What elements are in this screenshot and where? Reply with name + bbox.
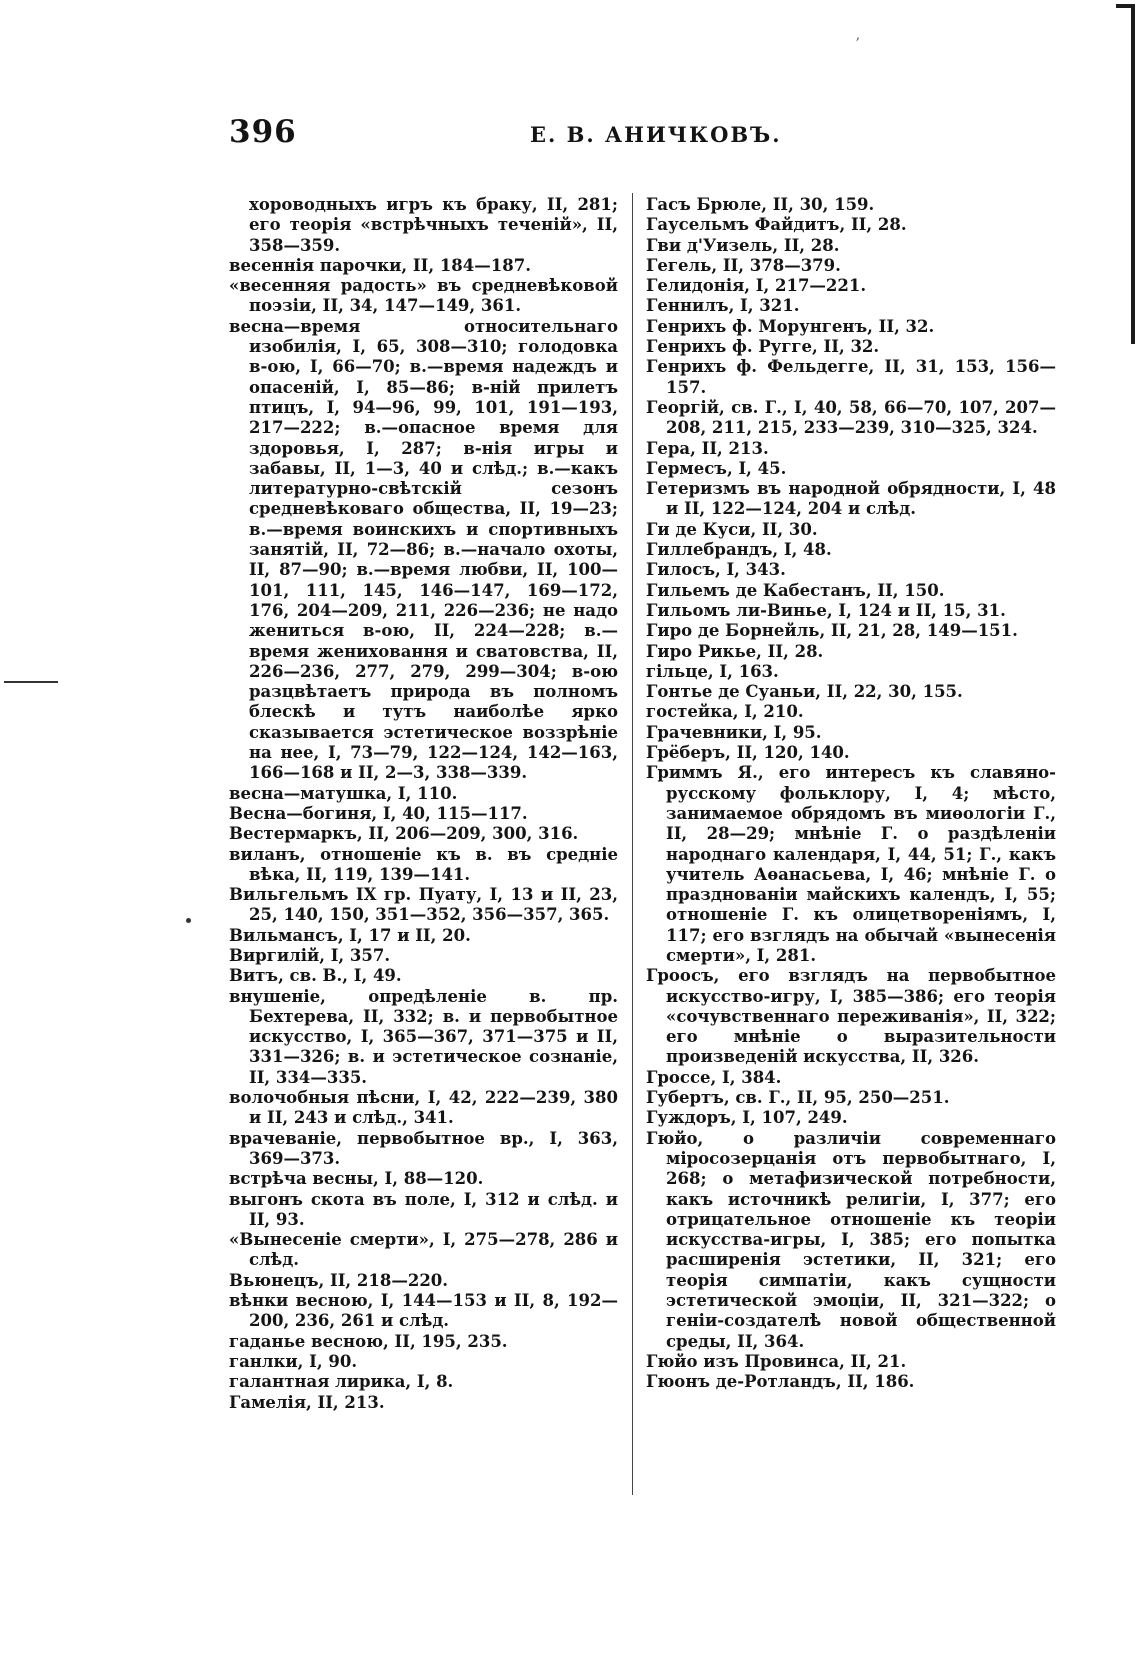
index-entry: Геннилъ, I, 321. <box>646 296 800 316</box>
index-entry: врачеваніе, первобытное вр., I, 363, 369—373. <box>229 1128 618 1168</box>
index-column-left <box>229 195 618 1413</box>
index-entry: Гетеризмъ въ народной обрядности, I, 48 и II, 122—124, 204 и слѣд. <box>646 479 1056 519</box>
index-entry: Гроосъ, его взглядъ на первобытное искусство-игру, I, 385—386; его теорія «сочувственнаго переживанія», II, 322; его мнѣніе о выразительности произведеній искусства, II, 326. <box>646 966 1056 1067</box>
index-entry: Гуждоръ, I, 107, 249. <box>646 1108 848 1128</box>
margin-dot <box>186 918 191 923</box>
page-edge-line <box>1131 4 1135 344</box>
index-entry: Гегель, II, 378—379. <box>646 255 841 275</box>
index-entry: Гюйо изъ Провинса, II, 21. <box>646 1351 907 1371</box>
index-entry: Гасъ Брюле, II, 30, 159. <box>646 195 875 214</box>
index-entry: Витъ, св. В., I, 49. <box>229 966 402 986</box>
index-entry: Генрихъ ф. Ругге, II, 32. <box>646 337 880 357</box>
index-entry: «весенняя радость» въ средневѣковой поэзіи, II, 34, 147—149, 361. <box>229 276 618 316</box>
index-entry: гаданье весною, II, 195, 235. <box>229 1331 508 1351</box>
index-entry: Виргилій, I, 357. <box>229 945 391 965</box>
index-entry: ганлки, I, 90. <box>229 1351 358 1371</box>
index-entry: Гиро Рикье, II, 28. <box>646 641 824 661</box>
index-entry: Гюйо, о различіи современнаго міросозерцанія отъ первобытнаго, I, 268; о метафизической потребности, какъ источникѣ религіи, I, 377; его отрицательное отношеніе къ теоріи искусства-игры, I, 385; его попытка расширенія эстетики, II, 321; его теорія симпатіи, какъ сущности эстетической эмоціи, II, 321—322; о геніи-создателѣ новой общественной среды, II, 364. <box>646 1128 1056 1351</box>
index-entry: гільце, I, 163. <box>646 661 779 681</box>
stray-mark: ʼ <box>855 36 860 52</box>
index-entry: Губертъ, св. Г., II, 95, 250—251. <box>646 1088 950 1108</box>
index-entry: Гамелія, II, 213. <box>229 1392 385 1412</box>
index-entry: Гильемъ де Кабестанъ, II, 150. <box>646 580 945 600</box>
index-entry: Вестермаркъ, II, 206—209, 300, 316. <box>229 824 579 844</box>
index-entry: галантная лирика, I, 8. <box>229 1372 454 1392</box>
index-entry: вѣнки весною, I, 144—153 и II, 8, 192—200, 236, 261 и слѣд. <box>229 1291 618 1331</box>
index-entry: Гермесъ, I, 45. <box>646 458 787 478</box>
page-number: 396 <box>229 114 297 150</box>
index-entry: Вьюнецъ, II, 218—220. <box>229 1270 449 1290</box>
margin-mark <box>4 681 58 683</box>
index-entry: виланъ, отношеніе къ в. въ средніе вѣка, II, 119, 139—141. <box>229 844 618 884</box>
index-entry: Георгій, св. Г., I, 40, 58, 66—70, 107, 207—208, 211, 215, 233—239, 310—325, 324. <box>646 397 1056 438</box>
index-entry: волочобныя пѣсни, I, 42, 222—239, 380 и II, 243 и слѣд., 341. <box>229 1088 618 1128</box>
index-entry: Гилосъ, I, 343. <box>646 560 786 580</box>
index-entry: Весна—богиня, I, 40, 115—117. <box>229 803 528 823</box>
index-entry: Гиллебрандъ, I, 48. <box>646 540 832 560</box>
index-entry: Вильгельмъ IX гр. Пуату, I, 13 и II, 23, 25, 140, 150, 351—352, 356—357, 365. <box>229 885 618 925</box>
index-entry: Генрихъ ф. Морунгенъ, II, 32. <box>646 316 935 336</box>
index-entry: Гонтье де Суаньи, II, 22, 30, 155. <box>646 682 963 702</box>
running-head: Е. В. АНИЧКОВЪ. <box>530 122 782 147</box>
index-entry: Гюонъ де-Ротландъ, II, 186. <box>646 1372 915 1392</box>
index-entry: Гера, II, 213. <box>646 438 769 458</box>
index-entry: Ги де Куси, II, 30. <box>646 519 818 539</box>
index-entry: весна—матушка, I, 110. <box>229 783 458 803</box>
index-entry: Грёберъ, II, 120, 140. <box>646 743 850 763</box>
index-entry: Вильмансъ, I, 17 и II, 20. <box>229 925 471 945</box>
index-entry: весна—время относительнаго изобилія, I, 65, 308—310; голодовка в-ою, I, 66—70; в.—время надеждъ и опасеній, I, 85—86; в-ній прилетъ птицъ, I, 94—96, 99, 101, 191—193, 217—222; в.—опасное время для здоровья, I, 287; в-нія игры и забавы, II, 1—3, 40 и слѣд.; в.—какъ литературно-свѣтскій сезонъ средневѣковаго общества, II, 19—23; в.—время воинскихъ и спортивныхъ занятій, II, 72—86; в.—начало охоты, II, 87—90; в.—время любви, II, 100—101, 111, 145, 146—147, 169—172, 176, 204—209, 211, 226—236; не надо жениться в-ою, II, 224—228; в.—время жениховання и сватовства, II, 226—236, 277, 279, 299—304; в-ою разцвѣтаетъ природа въ полномъ блескѣ и тутъ наиболѣе ярко сказывается эстетическое воззрѣніе на нее, I, 73—79, 122—124, 142—163, 166—168 и II, 2—3, 338—339. <box>229 316 618 783</box>
index-entry: Гаусельмъ Файдитъ, II, 28. <box>646 215 907 235</box>
index-entry-continued: хороводныхъ игръ къ браку, II, 281; его теорія «встрѣчныхъ теченій», II, 358—359. <box>249 195 618 255</box>
index-entry: весеннія парочки, II, 184—187. <box>229 255 531 275</box>
page-edge-cap <box>1116 4 1134 8</box>
page-header <box>229 114 949 158</box>
index-entry: внушеніе, опредѣленіе в. пр. Бехтерева, II, 332; в. и первобытное искусство, I, 365—367, 371—375 и II, 331—326; в. и эстетическое сознаніе, II, 334—335. <box>229 986 618 1087</box>
index-entry: Гви д'Уизель, II, 28. <box>646 235 840 255</box>
index-entry: Гроссе, I, 384. <box>646 1067 782 1087</box>
index-column-right <box>646 195 1056 1393</box>
index-entry: «Вынесеніе смерти», I, 275—278, 286 и слѣд. <box>229 1230 618 1270</box>
index-entry: Генрихъ ф. Фельдегге, II, 31, 153, 156—157. <box>646 357 1056 397</box>
index-entry: Гиро де Борнейль, II, 21, 28, 149—151. <box>646 621 1018 641</box>
index-entry: Гриммъ Я., его интересъ къ славяно-русскому фольклору, I, 4; мѣсто, занимаемое обрядомъ въ миѳологіи Г., II, 28—29; мнѣніе Г. о раздѣленіи народнаго календаря, I, 44, 51; Г., какъ учитель Аѳанасьева, I, 46; мнѣніе Г. о празднованіи майскихъ календъ, I, 55; отношеніе Г. къ олицетвореніямъ, I, 117; его взглядъ на обычай «вынесенія смерти», I, 281. <box>646 763 1056 965</box>
index-entry: гостейка, I, 210. <box>646 702 804 722</box>
column-rule <box>632 193 633 1495</box>
index-entry: встрѣча весны, I, 88—120. <box>229 1169 484 1189</box>
index-entry: Гелидонія, I, 217—221. <box>646 276 867 296</box>
index-entry: Грачевники, I, 95. <box>646 722 822 742</box>
index-entry: выгонъ скота въ поле, I, 312 и слѣд. и II, 93. <box>229 1189 618 1229</box>
index-entry: Гильомъ ли-Винье, I, 124 и II, 15, 31. <box>646 600 1006 620</box>
